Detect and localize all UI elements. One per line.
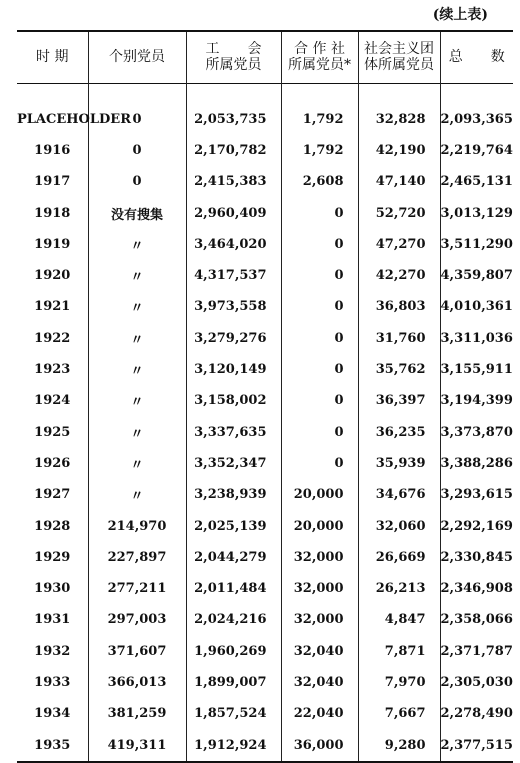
table-row bbox=[17, 229, 513, 260]
cell-coop: 32,040 bbox=[281, 636, 358, 667]
cell-coop: 0 bbox=[281, 448, 358, 479]
cell-coop: 32,040 bbox=[281, 667, 358, 698]
cell-socialist-group: 52,720 bbox=[358, 197, 440, 228]
cell-socialist-group: 7,871 bbox=[358, 636, 440, 667]
cell-period: 1924 bbox=[34, 393, 71, 409]
cell-union: 2,053,735 bbox=[186, 104, 281, 135]
cell-coop: 0 bbox=[281, 416, 358, 447]
cell-union: 3,464,020 bbox=[186, 229, 281, 260]
table-row bbox=[17, 260, 513, 291]
cell-total: 2,371,787 bbox=[440, 636, 513, 667]
header-socialist-group-members-line: 社会主义团 bbox=[364, 41, 434, 58]
cell-period: 1931 bbox=[34, 612, 71, 628]
cell-total: 2,358,066 bbox=[440, 604, 513, 635]
cell-union: 1,899,007 bbox=[186, 667, 281, 698]
cell-individual: 〃 bbox=[88, 448, 186, 479]
table-row bbox=[17, 479, 513, 510]
table-row bbox=[17, 385, 513, 416]
cell-union: 1,912,924 bbox=[186, 729, 281, 761]
header-individual-members-line: 个别党员 bbox=[109, 49, 165, 66]
header-union-members-line: 所属党员 bbox=[205, 57, 262, 74]
cell-coop: 36,000 bbox=[281, 729, 358, 761]
table-row bbox=[17, 416, 513, 447]
membership-table bbox=[17, 30, 513, 763]
cell-individual: 381,259 bbox=[88, 698, 186, 729]
table-row bbox=[17, 135, 513, 166]
cell-period: 1917 bbox=[34, 174, 71, 190]
header-total-line: 总 数 bbox=[448, 49, 505, 66]
cell-total: 2,219,764 bbox=[440, 135, 513, 166]
cell-coop: 20,000 bbox=[281, 479, 358, 510]
cell-individual: 〃 bbox=[88, 260, 186, 291]
cell-coop: 22,040 bbox=[281, 698, 358, 729]
cell-period: 1923 bbox=[34, 362, 71, 378]
cell-individual: 297,003 bbox=[88, 604, 186, 635]
cell-coop: 20,000 bbox=[281, 510, 358, 541]
cell-union: 1,857,524 bbox=[186, 698, 281, 729]
cell-total: 3,155,911 bbox=[440, 354, 513, 385]
cell-coop: 0 bbox=[281, 197, 358, 228]
cell-total: 2,292,169 bbox=[440, 510, 513, 541]
cell-period: 1916 bbox=[34, 142, 71, 158]
cell-total: 4,010,361 bbox=[440, 291, 513, 322]
cell-union: 2,044,279 bbox=[186, 542, 281, 573]
header-coop-members bbox=[281, 31, 358, 83]
cell-socialist-group: 35,762 bbox=[358, 354, 440, 385]
header-union-members bbox=[186, 31, 281, 83]
table-row bbox=[17, 323, 513, 354]
cell-coop: 0 bbox=[281, 291, 358, 322]
cell-period: 1920 bbox=[34, 268, 71, 284]
cell-socialist-group: 32,060 bbox=[358, 510, 440, 541]
table-body bbox=[17, 83, 513, 762]
cell-union: 3,337,635 bbox=[186, 416, 281, 447]
cell-total: 2,093,365 bbox=[440, 104, 513, 135]
cell-individual: 0 bbox=[88, 166, 186, 197]
cell-socialist-group: 36,803 bbox=[358, 291, 440, 322]
table-row bbox=[17, 510, 513, 541]
header-row bbox=[17, 31, 513, 83]
cell-union: 1,960,269 bbox=[186, 636, 281, 667]
cell-individual: 〃 bbox=[88, 479, 186, 510]
table-header bbox=[17, 31, 513, 83]
cell-union: 2,024,216 bbox=[186, 604, 281, 635]
cell-total: 2,377,515 bbox=[440, 729, 513, 761]
table-row bbox=[17, 166, 513, 197]
header-total bbox=[440, 31, 513, 83]
spacer-row bbox=[17, 83, 513, 104]
cell-individual: 没有搜集 bbox=[88, 197, 186, 228]
cell-period: 1930 bbox=[34, 581, 71, 597]
table-row bbox=[17, 354, 513, 385]
cell-period: 1925 bbox=[34, 424, 71, 440]
cell-total: 3,511,290 bbox=[440, 229, 513, 260]
cell-union: 3,120,149 bbox=[186, 354, 281, 385]
cell-union: 2,170,782 bbox=[186, 135, 281, 166]
header-union-members-line: 工 会 bbox=[205, 41, 262, 58]
table-row bbox=[17, 197, 513, 228]
cell-union: 3,279,276 bbox=[186, 323, 281, 354]
header-period-line: 时 期 bbox=[36, 49, 69, 66]
cell-individual: 0 bbox=[88, 135, 186, 166]
cell-total: 2,278,490 bbox=[440, 698, 513, 729]
cell-union: 3,158,002 bbox=[186, 385, 281, 416]
header-coop-members-line: 合 作 社 bbox=[294, 41, 345, 58]
cell-union: 2,415,383 bbox=[186, 166, 281, 197]
cell-period: 1918 bbox=[34, 205, 71, 221]
cell-individual: 〃 bbox=[88, 229, 186, 260]
cell-socialist-group: 42,270 bbox=[358, 260, 440, 291]
cell-period: 1933 bbox=[34, 674, 71, 690]
cell-coop: 32,000 bbox=[281, 573, 358, 604]
cell-union: 2,960,409 bbox=[186, 197, 281, 228]
cell-socialist-group: 7,667 bbox=[358, 698, 440, 729]
cell-coop: 2,608 bbox=[281, 166, 358, 197]
cell-socialist-group: 36,397 bbox=[358, 385, 440, 416]
cell-socialist-group: 7,970 bbox=[358, 667, 440, 698]
cell-union: 2,011,484 bbox=[186, 573, 281, 604]
cell-period: 1927 bbox=[34, 487, 71, 503]
cell-individual: 371,607 bbox=[88, 636, 186, 667]
cell-individual: 227,897 bbox=[88, 542, 186, 573]
cell-total: 3,373,870 bbox=[440, 416, 513, 447]
cell-individual: 419,311 bbox=[88, 729, 186, 761]
cell-socialist-group: 34,676 bbox=[358, 479, 440, 510]
cell-union: 3,973,558 bbox=[186, 291, 281, 322]
cell-individual: 0 bbox=[88, 104, 186, 135]
cell-individual: 〃 bbox=[88, 323, 186, 354]
cell-coop: 0 bbox=[281, 260, 358, 291]
cell-union: 3,238,939 bbox=[186, 479, 281, 510]
cell-total: 2,465,131 bbox=[440, 166, 513, 197]
cell-period: 1919 bbox=[34, 236, 71, 252]
header-period bbox=[17, 31, 88, 83]
cell-period: 1921 bbox=[34, 299, 71, 315]
cell-socialist-group: 47,140 bbox=[358, 166, 440, 197]
cell-socialist-group: 9,280 bbox=[358, 729, 440, 761]
header-coop-members-line: 所属党员* bbox=[288, 57, 351, 74]
cell-period: 1928 bbox=[34, 518, 71, 534]
cell-individual: 〃 bbox=[88, 291, 186, 322]
table-row bbox=[17, 104, 513, 135]
cell-union: 2,025,139 bbox=[186, 510, 281, 541]
cell-coop: 0 bbox=[281, 229, 358, 260]
cell-coop: 0 bbox=[281, 354, 358, 385]
table-row bbox=[17, 667, 513, 698]
membership-table-wrapper bbox=[17, 30, 513, 763]
cell-total: 3,013,129 bbox=[440, 197, 513, 228]
cell-total: 3,311,036 bbox=[440, 323, 513, 354]
cell-total: 2,305,030 bbox=[440, 667, 513, 698]
table-caption: (续上表) bbox=[432, 7, 488, 23]
header-individual-members bbox=[88, 31, 186, 83]
table-row bbox=[17, 573, 513, 604]
table-row bbox=[17, 729, 513, 761]
cell-individual: 〃 bbox=[88, 416, 186, 447]
cell-coop: 0 bbox=[281, 385, 358, 416]
cell-total: 2,346,908 bbox=[440, 573, 513, 604]
cell-period: 1929 bbox=[34, 549, 71, 565]
cell-coop: 0 bbox=[281, 323, 358, 354]
table-row bbox=[17, 448, 513, 479]
cell-total: 3,388,286 bbox=[440, 448, 513, 479]
cell-individual: 〃 bbox=[88, 385, 186, 416]
cell-coop: 32,000 bbox=[281, 604, 358, 635]
table-row bbox=[17, 542, 513, 573]
cell-coop: 32,000 bbox=[281, 542, 358, 573]
cell-socialist-group: 47,270 bbox=[358, 229, 440, 260]
cell-period: 1926 bbox=[34, 455, 71, 471]
table-row bbox=[17, 636, 513, 667]
cell-socialist-group: 4,847 bbox=[358, 604, 440, 635]
cell-period: 1934 bbox=[34, 706, 71, 722]
cell-individual: 214,970 bbox=[88, 510, 186, 541]
cell-socialist-group: 36,235 bbox=[358, 416, 440, 447]
cell-period: 1932 bbox=[34, 643, 71, 659]
cell-union: 4,317,537 bbox=[186, 260, 281, 291]
table-row bbox=[17, 698, 513, 729]
cell-period: 1935 bbox=[34, 737, 71, 753]
cell-coop: 1,792 bbox=[281, 104, 358, 135]
cell-period: PLACEHOLDER bbox=[17, 111, 131, 127]
cell-union: 3,352,347 bbox=[186, 448, 281, 479]
cell-individual: 〃 bbox=[88, 354, 186, 385]
cell-total: 3,194,399 bbox=[440, 385, 513, 416]
header-socialist-group-members-line: 体所属党员 bbox=[364, 57, 434, 74]
cell-total: 2,330,845 bbox=[440, 542, 513, 573]
cell-individual: 366,013 bbox=[88, 667, 186, 698]
header-socialist-group-members bbox=[358, 31, 440, 83]
table-row bbox=[17, 604, 513, 635]
cell-total: 4,359,807 bbox=[440, 260, 513, 291]
cell-period: 1922 bbox=[34, 330, 71, 346]
cell-socialist-group: 35,939 bbox=[358, 448, 440, 479]
cell-socialist-group: 32,828 bbox=[358, 104, 440, 135]
cell-coop: 1,792 bbox=[281, 135, 358, 166]
cell-socialist-group: 26,669 bbox=[358, 542, 440, 573]
cell-socialist-group: 42,190 bbox=[358, 135, 440, 166]
table-row bbox=[17, 291, 513, 322]
cell-individual: 277,211 bbox=[88, 573, 186, 604]
cell-socialist-group: 26,213 bbox=[358, 573, 440, 604]
cell-socialist-group: 31,760 bbox=[358, 323, 440, 354]
cell-total: 3,293,615 bbox=[440, 479, 513, 510]
